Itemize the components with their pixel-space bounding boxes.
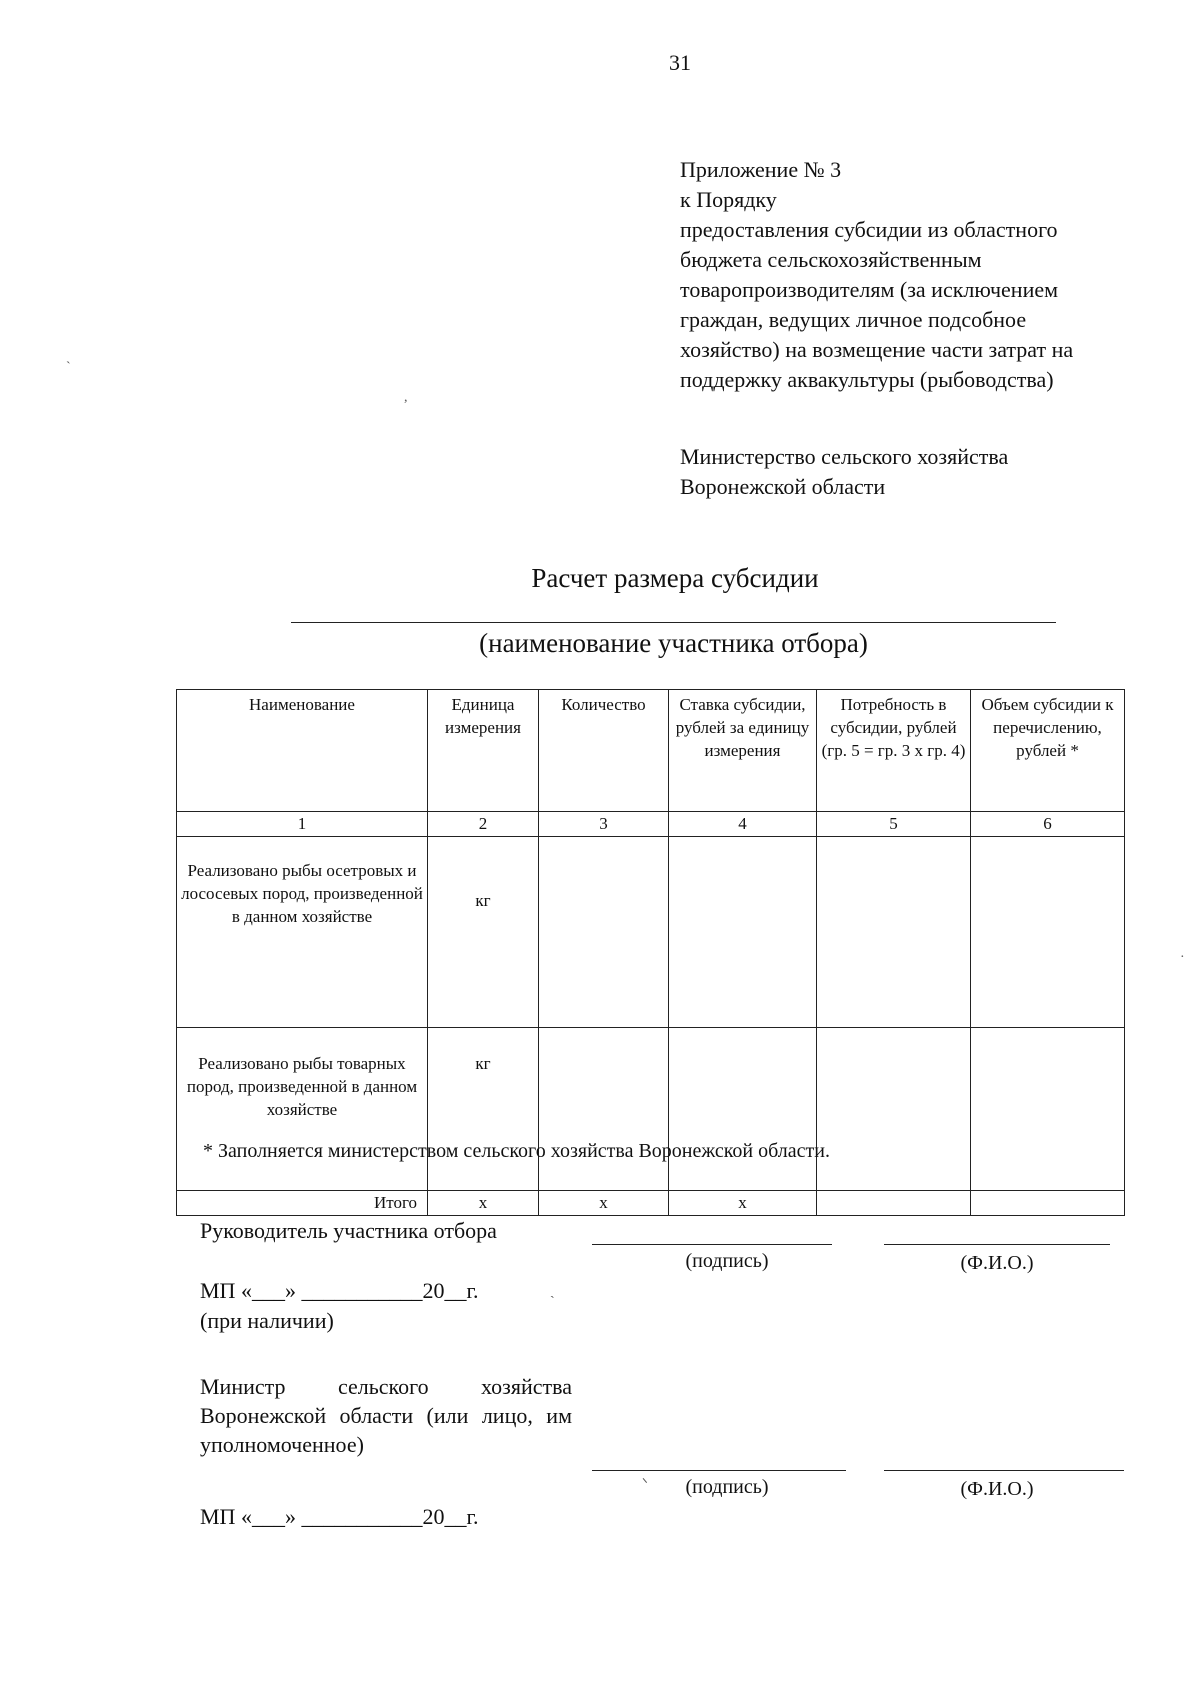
head-signature-caption: (подпись) (685, 1250, 769, 1272)
minister-signature-caption: (подпись) (685, 1476, 769, 1498)
need-cell[interactable] (817, 1028, 971, 1191)
appendix-line: поддержку аквакультуры (рыбоводства) (680, 367, 1054, 392)
appendix-line: граждан, ведущих личное подсобное (680, 307, 1027, 332)
row-name-cell: Реализовано рыбы осетровых и лососевых пород, произведенной в данном хозяйстве (177, 837, 428, 1028)
appendix-line: Приложение № 3 (680, 157, 842, 182)
total-volume-cell[interactable] (971, 1191, 1125, 1216)
appendix-header (680, 155, 1160, 395)
column-header: Наименование (177, 690, 428, 812)
total-rate-cell: х (669, 1191, 817, 1216)
total-label: Итого (177, 1191, 428, 1216)
participant-name-line[interactable] (291, 622, 1056, 623)
column-header: Количество (539, 690, 669, 812)
total-quantity-cell: х (539, 1191, 669, 1216)
rate-cell[interactable] (669, 1028, 817, 1191)
participant-name-caption: (наименование участника отбора) (479, 628, 868, 658)
scan-mark: ˏ (550, 1284, 555, 1299)
head-fio-caption: (Ф.И.О.) (960, 1252, 1034, 1274)
head-stamp-date: МП «___» ___________20__г. (200, 1278, 479, 1303)
unit-cell: кг (428, 1028, 539, 1191)
need-cell[interactable] (817, 837, 971, 1028)
scan-mark: , (404, 390, 408, 405)
row-name-cell: Реализовано рыбы товарных пород, произведенной в данном хозяйстве (177, 1028, 428, 1191)
appendix-line: товаропроизводителям (за исключением (680, 277, 1059, 302)
scan-mark: ` (66, 360, 71, 375)
column-number: 5 (817, 812, 971, 837)
column-header: Ставка субсидии, рублей за единицу измерения (669, 690, 817, 812)
column-number: 1 (177, 812, 428, 837)
column-number: 4 (669, 812, 817, 837)
rate-cell[interactable] (669, 837, 817, 1028)
head-fio-line[interactable] (884, 1244, 1110, 1245)
minister-fio-line[interactable] (884, 1470, 1124, 1471)
column-number: 3 (539, 812, 669, 837)
appendix-line: предоставления субсидии из областного (680, 217, 1058, 242)
footnote: * Заполняется министерством сельского хозяйства Воронежской области. (203, 1140, 830, 1162)
quantity-cell[interactable] (539, 837, 669, 1028)
appendix-line: к Порядку (680, 187, 777, 212)
volume-cell[interactable] (971, 837, 1125, 1028)
quantity-cell[interactable] (539, 1028, 669, 1191)
minister-fio-caption: (Ф.И.О.) (960, 1478, 1034, 1500)
addressee (680, 442, 1160, 502)
column-number: 6 (971, 812, 1125, 837)
subsidy-calculation-table (176, 689, 1125, 1216)
page-number: 31 (669, 50, 691, 75)
addressee-line: Министерство сельского хозяйства (680, 444, 1009, 469)
table-row (177, 837, 1125, 1028)
volume-cell[interactable] (971, 1028, 1125, 1191)
table-header-row (177, 690, 1125, 812)
addressee-line: Воронежской области (680, 474, 886, 499)
minister-signature-line[interactable] (592, 1470, 846, 1471)
unit-cell: кг (428, 837, 539, 1028)
minister-stamp-date: МП «___» ___________20__г. (200, 1504, 479, 1529)
head-stamp-note: (при наличии) (200, 1308, 334, 1333)
head-signature-line[interactable] (592, 1244, 832, 1245)
appendix-line: хозяйство) на возмещение части затрат на (680, 337, 1074, 362)
column-header: Единица измерения (428, 690, 539, 812)
scan-mark: · (1180, 950, 1185, 965)
column-header: Потребность в субсидии, рублей (гр. 5 = гр. 3 х гр. 4) (817, 690, 971, 812)
total-need-cell[interactable] (817, 1191, 971, 1216)
minister-signature-label: Министр сельского хозяйства Воронежской области (или лицо, им уполномоченное) (200, 1374, 572, 1457)
total-unit-cell: х (428, 1191, 539, 1216)
column-number-row (177, 812, 1125, 837)
table-row (177, 1028, 1125, 1191)
column-number: 2 (428, 812, 539, 837)
scan-mark: ᐠ (642, 1477, 648, 1492)
document-title: Расчет размера субсидии (531, 563, 819, 593)
head-signature-label: Руководитель участника отбора (200, 1218, 497, 1243)
column-header: Объем субсидии к перечислению, рублей * (971, 690, 1125, 812)
appendix-line: бюджета сельскохозяйственным (680, 247, 982, 272)
total-row (177, 1191, 1125, 1216)
